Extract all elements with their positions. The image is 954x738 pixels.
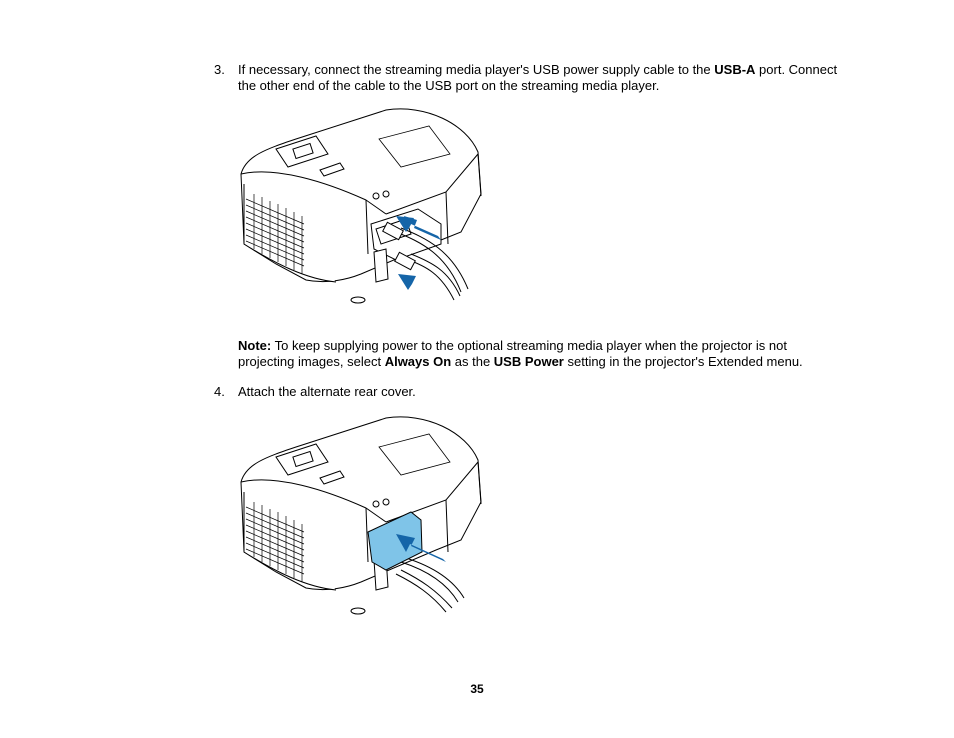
port-name: USB-A [714,62,756,77]
page-number: 35 [470,682,484,696]
projector-rear-cover-illustration [236,412,486,617]
setting-usb-power: USB Power [493,354,564,369]
note-label: Note: [238,338,272,353]
step-text: Attach the alternate rear cover. [238,384,416,399]
note: Note: To keep supplying power to the optional streaming media player when the projector is not projecting images, select Always On as the USB Power setting in the projector's Extended menu. [238,338,803,369]
step-number: 4. [214,384,225,399]
projector-cable-illustration [236,104,486,306]
step-number: 3. [214,62,225,77]
step-text: If necessary, connect the streaming media player's USB power supply cable to the USB-A port. Connect the other end of the cable to the USB port on the streaming media player. [238,62,838,93]
option-always-on: Always On [384,354,452,369]
